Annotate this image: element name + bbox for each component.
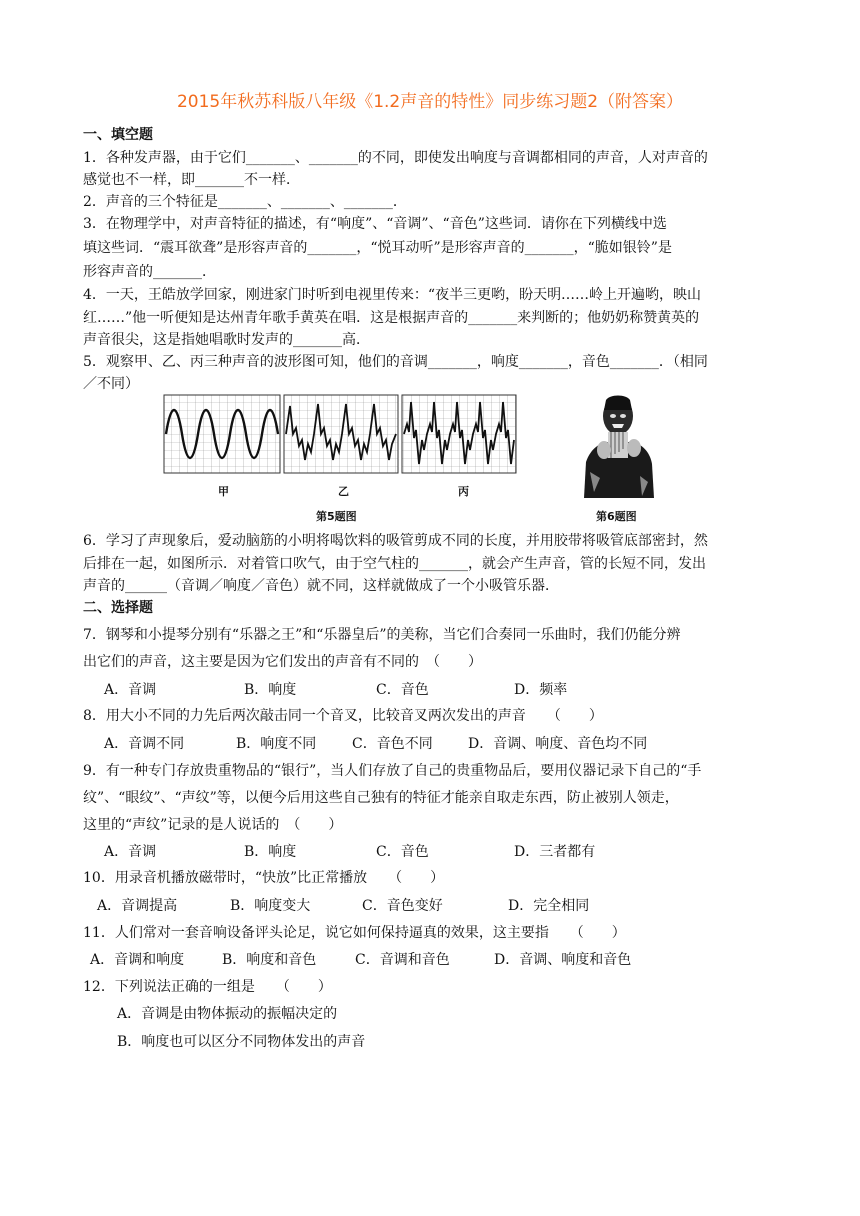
q3-line2: 填这些词．“震耳欲聋”是形容声音的_______，“悦耳动听”是形容声音的_______，“脆如银铃”是 [83, 240, 672, 256]
wave-label-yi: 乙 [338, 485, 349, 498]
q8-option-c: C．音色不同 [352, 736, 433, 752]
q4-line3: 声音很尖，这是指她唱歌时发声的_______高． [83, 332, 370, 348]
wave-label-bing: 丙 [458, 485, 469, 498]
q9-line3: 这里的“声纹”记录的是人说话的 （ ） [83, 817, 343, 833]
q10-option-a: A．音调提高 [97, 898, 178, 914]
q9-line2: 纹”、“眼纹”、“声纹”等，以便今后用这些自己独有的特征才能亲自取走东西，防止被别人领走， [83, 790, 679, 806]
q11-option-a: A．音调和响度 [90, 952, 185, 968]
q3-line3: 形容声音的_______． [83, 264, 216, 280]
fig6-caption: 第6题图 [596, 510, 637, 523]
q11-option-d: D．音调、响度和音色 [494, 952, 632, 968]
q9-option-d: D．三者都有 [514, 844, 596, 860]
q10-option-b: B．响度变大 [230, 898, 311, 914]
section-choice: 二、选择题 [83, 600, 153, 616]
q9-option-b: B．响度 [244, 844, 297, 860]
q12-option-b: B．响度也可以区分不同物体发出的声音 [117, 1034, 366, 1050]
q1-line2: 感觉也不一样，即_______不一样． [83, 172, 300, 188]
q7-option-a: A．音调 [104, 682, 157, 698]
page-title: 2015年秋苏科版八年级《1.2声音的特性》同步练习题2（附答案） [176, 92, 684, 112]
straw-player-image [580, 392, 658, 498]
q6-line1: 6．学习了声现象后，爱动脑筋的小明将喝饮料的吸管剪成不同的长度，并用胶带将吸管底部密封，然 [83, 533, 708, 549]
q7-line1: 7．钢琴和小提琴分别有“乐器之王”和“乐器皇后”的美称，当它们合奏同一乐曲时，我们仍能分辨 [83, 627, 681, 643]
q7-option-c: C．音色 [376, 682, 429, 698]
wave-label-jia: 甲 [218, 485, 229, 498]
section-fill-in: 一、填空题 [83, 127, 153, 143]
q5-line1: 5．观察甲、乙、丙三种声音的波形图可知，他们的音调_______，响度_______，音色_______．（相同 [83, 354, 708, 370]
q2-line1: 2．声音的三个特征是_______、_______、_______． [83, 194, 407, 210]
q9-option-c: C．音色 [376, 844, 429, 860]
waveform-figure [163, 394, 519, 476]
q11-line1: 11．人们常对一套音响设备评头论足，说它如何保持逼真的效果，这主要指 （ ） [83, 925, 626, 941]
q9-option-a: A．音调 [104, 844, 157, 860]
q8-option-a: A．音调不同 [104, 736, 185, 752]
q8-line1: 8．用大小不同的力先后两次敲击同一个音叉，比较音叉两次发出的声音 （ ） [83, 708, 603, 724]
q9-line1: 9．有一种专门存放贵重物品的“银行”，当人们存放了自己的贵重物品后，要用仪器记录下自己的“手 [83, 763, 702, 779]
waveform-yi [284, 395, 398, 473]
q12-line1: 12．下列说法正确的一组是 （ ） [83, 979, 332, 995]
q10-line1: 10．用录音机播放磁带时，“快放”比正常播放 （ ） [83, 870, 445, 886]
q10-option-d: D．完全相同 [508, 898, 590, 914]
q12-option-a: A．音调是由物体振动的振幅决定的 [117, 1006, 338, 1022]
q10-option-c: C．音色变好 [362, 898, 443, 914]
fig5-caption: 第5题图 [316, 510, 357, 523]
waveform-jia [164, 395, 280, 473]
q6-line2: 后排在一起，如图所示．对着管口吹气，由于空气柱的_______，就会产生声音，管的长短不同，发出 [83, 556, 706, 572]
q11-option-b: B．响度和音色 [222, 952, 317, 968]
q7-option-b: B．响度 [244, 682, 297, 698]
q8-option-b: B．响度不同 [236, 736, 317, 752]
q3-line1: 3．在物理学中，对声音特征的描述，有“响度”、“音调”、“音色”这些词．请你在下列横线中选 [83, 216, 667, 232]
q5-line2: ／不同） [83, 376, 139, 392]
q6-line3: 声音的______（音调／响度／音色）就不同，这样就做成了一个小吸管乐器． [83, 578, 559, 594]
q7-line2: 出它们的声音，这主要是因为它们发出的声音有不同的 （ ） [83, 654, 482, 670]
q1-line1: 1．各种发声器，由于它们_______、_______的不同，即使发出响度与音调都相同的声音，人对声音的 [83, 150, 708, 166]
q7-option-d: D．频率 [514, 682, 568, 698]
q11-option-c: C．音调和音色 [355, 952, 450, 968]
q4-line1: 4．一天，王皓放学回家，刚进家门时听到电视里传来：“夜半三更哟，盼天明……岭上开遍哟，映山 [83, 287, 702, 303]
waveform-bing [402, 395, 516, 473]
q4-line2: 红……”他一听便知是达州青年歌手黄英在唱．这是根据声音的_______来判断的；他奶奶称赞黄英的 [83, 310, 700, 326]
q8-option-d: D．音调、响度、音色均不同 [468, 736, 648, 752]
